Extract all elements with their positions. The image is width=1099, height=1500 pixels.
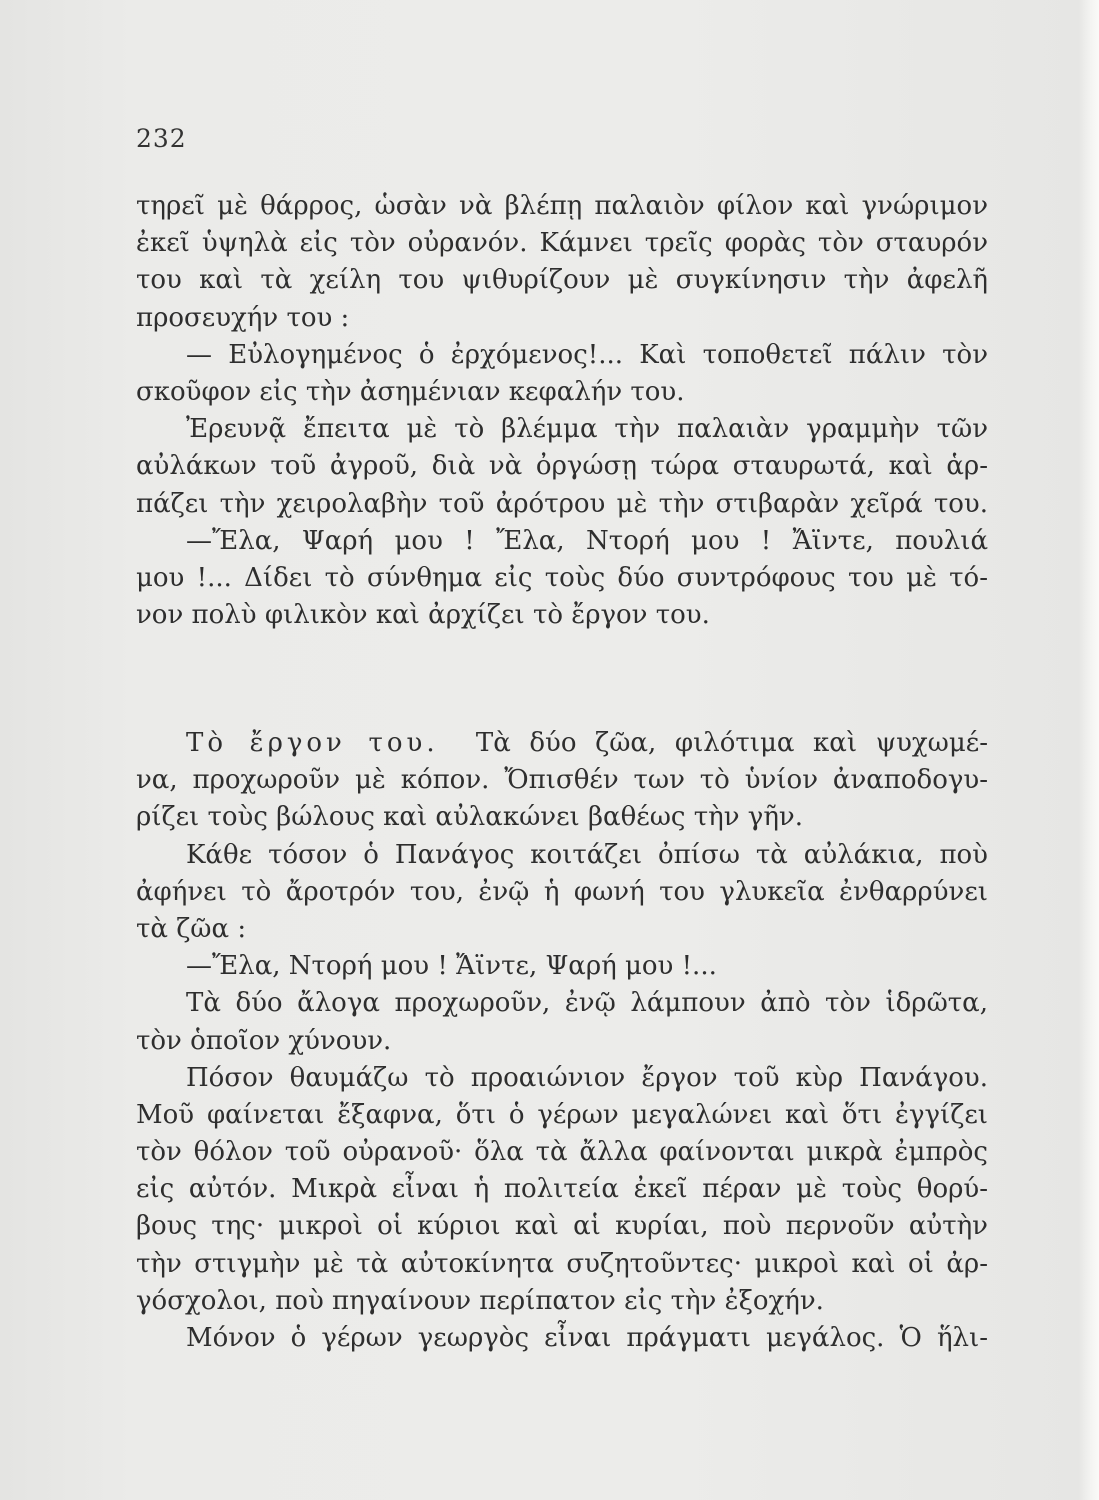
text-line: Τὰ δύο ἄλογα προχωροῦν, ἐνῷ λάμπουν ἀπὸ τὸν ἱδρῶτα, xyxy=(186,988,988,1019)
text-line: Ἐρευνᾷ ἔπειτα μὲ τὸ βλέμμα τὴν παλαιὰν γραμμὴν τῶν xyxy=(186,414,988,445)
text-line: Μόνον ὁ γέρων γεωργὸς εἶναι πράγματι μεγάλος. Ὁ ἥλι- xyxy=(186,1323,988,1353)
page-edge xyxy=(1079,0,1099,1500)
page-number: 232 xyxy=(136,124,187,153)
section-first-line xyxy=(136,725,988,762)
text-line: μου !... Δίδει τὸ σύνθημα εἰς τοὺς δύο συντρόφους του μὲ τό- xyxy=(136,562,988,593)
text-line: ἐκεῖ ὑψηλὰ εἰς τὸν οὐρανόν. Κάμνει τρεῖς φορὰς τὸν σταυρόν xyxy=(136,228,988,259)
text-line: τὰ ζῶα : xyxy=(136,913,247,944)
text-line: τὸν θόλον τοῦ οὐρανοῦ· ὅλα τὰ ἄλλα φαίνονται μικρὰ ἐμπρὸς xyxy=(136,1137,988,1168)
text-line: σκοῦφον εἰς τὴν ἀσημένιαν κεφαλήν του. xyxy=(136,376,685,407)
section-heading: Τὸ ἔργον του. xyxy=(186,728,439,758)
text-line: ἀφήνει τὸ ἄροτρόν του, ἐνῷ ἡ φωνή του γλυκεῖα ἐνθαρρύνει xyxy=(136,876,988,907)
text-line: τὴν στιγμὴν μὲ τὰ αὐτοκίνητα συζητοῦντες· μικροὶ καὶ οἱ ἀρ- xyxy=(136,1248,988,1279)
text-line: πάζει τὴν χειρολαβὴν τοῦ ἀρότρου μὲ τὴν στιβαρὰν χεῖρά του. xyxy=(136,488,988,519)
text-line: —Ἔλα, Ντορή μου ! Ἄϊντε, Ψαρή μου !... xyxy=(186,951,717,982)
text-line: Μοῦ φαίνεται ἔξαφνα, ὅτι ὁ γέρων μεγαλώνει καὶ ὅτι ἐγγίζει xyxy=(136,1099,988,1130)
text-line: — Εὐλογημένος ὁ ἐρχόμενος!... Καὶ τοποθετεῖ πάλιν τὸν xyxy=(186,339,988,370)
section-first-line-text: Τὰ δύο ζῶα, φιλότιμα καὶ ψυχωμέ- xyxy=(475,728,988,758)
text-line: γόσχολοι, ποὺ πηγαίνουν περίπατον εἰς τὴν ἐξοχήν. xyxy=(136,1285,824,1316)
text-line: τὸν ὁποῖον χύνουν. xyxy=(136,1025,392,1056)
paragraph-block-2 xyxy=(136,725,988,1357)
text-line: αὐλάκων τοῦ ἀγροῦ, διὰ νὰ ὀργώσῃ τώρα σταυρωτά, καὶ ἁρ- xyxy=(136,451,988,482)
text-line: νον πολὺ φιλικὸν καὶ ἀρχίζει τὸ ἔργον του. xyxy=(136,600,710,631)
text-line: να, προχωροῦν μὲ κόπον. Ὄπισθέν των τὸ ὑνίον ἀναποδογυ- xyxy=(136,765,988,796)
text-line: εἰς αὐτόν. Μικρὰ εἶναι ἡ πολιτεία ἐκεῖ πέραν μὲ τοὺς θορύ- xyxy=(136,1174,988,1205)
text-line: Κάθε τόσον ὁ Πανάγος κοιτάζει ὀπίσω τὰ αὐλάκια, ποὺ xyxy=(186,839,988,870)
paragraph-block-1 xyxy=(136,188,988,634)
text-line: —Ἔλα, Ψαρή μου ! Ἔλα, Ντορή μου ! Ἄϊντε, πουλιά xyxy=(186,525,988,556)
text-line: Πόσον θαυμάζω τὸ προαιώνιον ἔργον τοῦ κὺρ Πανάγου. xyxy=(186,1062,988,1093)
text-line: ρίζει τοὺς βώλους καὶ αὐλακώνει βαθέως τὴν γῆν. xyxy=(136,802,803,833)
text-line: βους της· μικροὶ οἱ κύριοι καὶ αἱ κυρίαι, ποὺ περνοῦν αὐτὴν xyxy=(136,1211,988,1242)
text-line: τηρεῖ μὲ θάρρος, ὡσὰν νὰ βλέπῃ παλαιὸν φίλον καὶ γνώριμον xyxy=(136,191,988,221)
text-line: του καὶ τὰ χείλη του ψιθυρίζουν μὲ συγκίνησιν τὴν ἀφελῆ xyxy=(136,265,988,296)
text-line: προσευχήν του : xyxy=(136,302,350,333)
